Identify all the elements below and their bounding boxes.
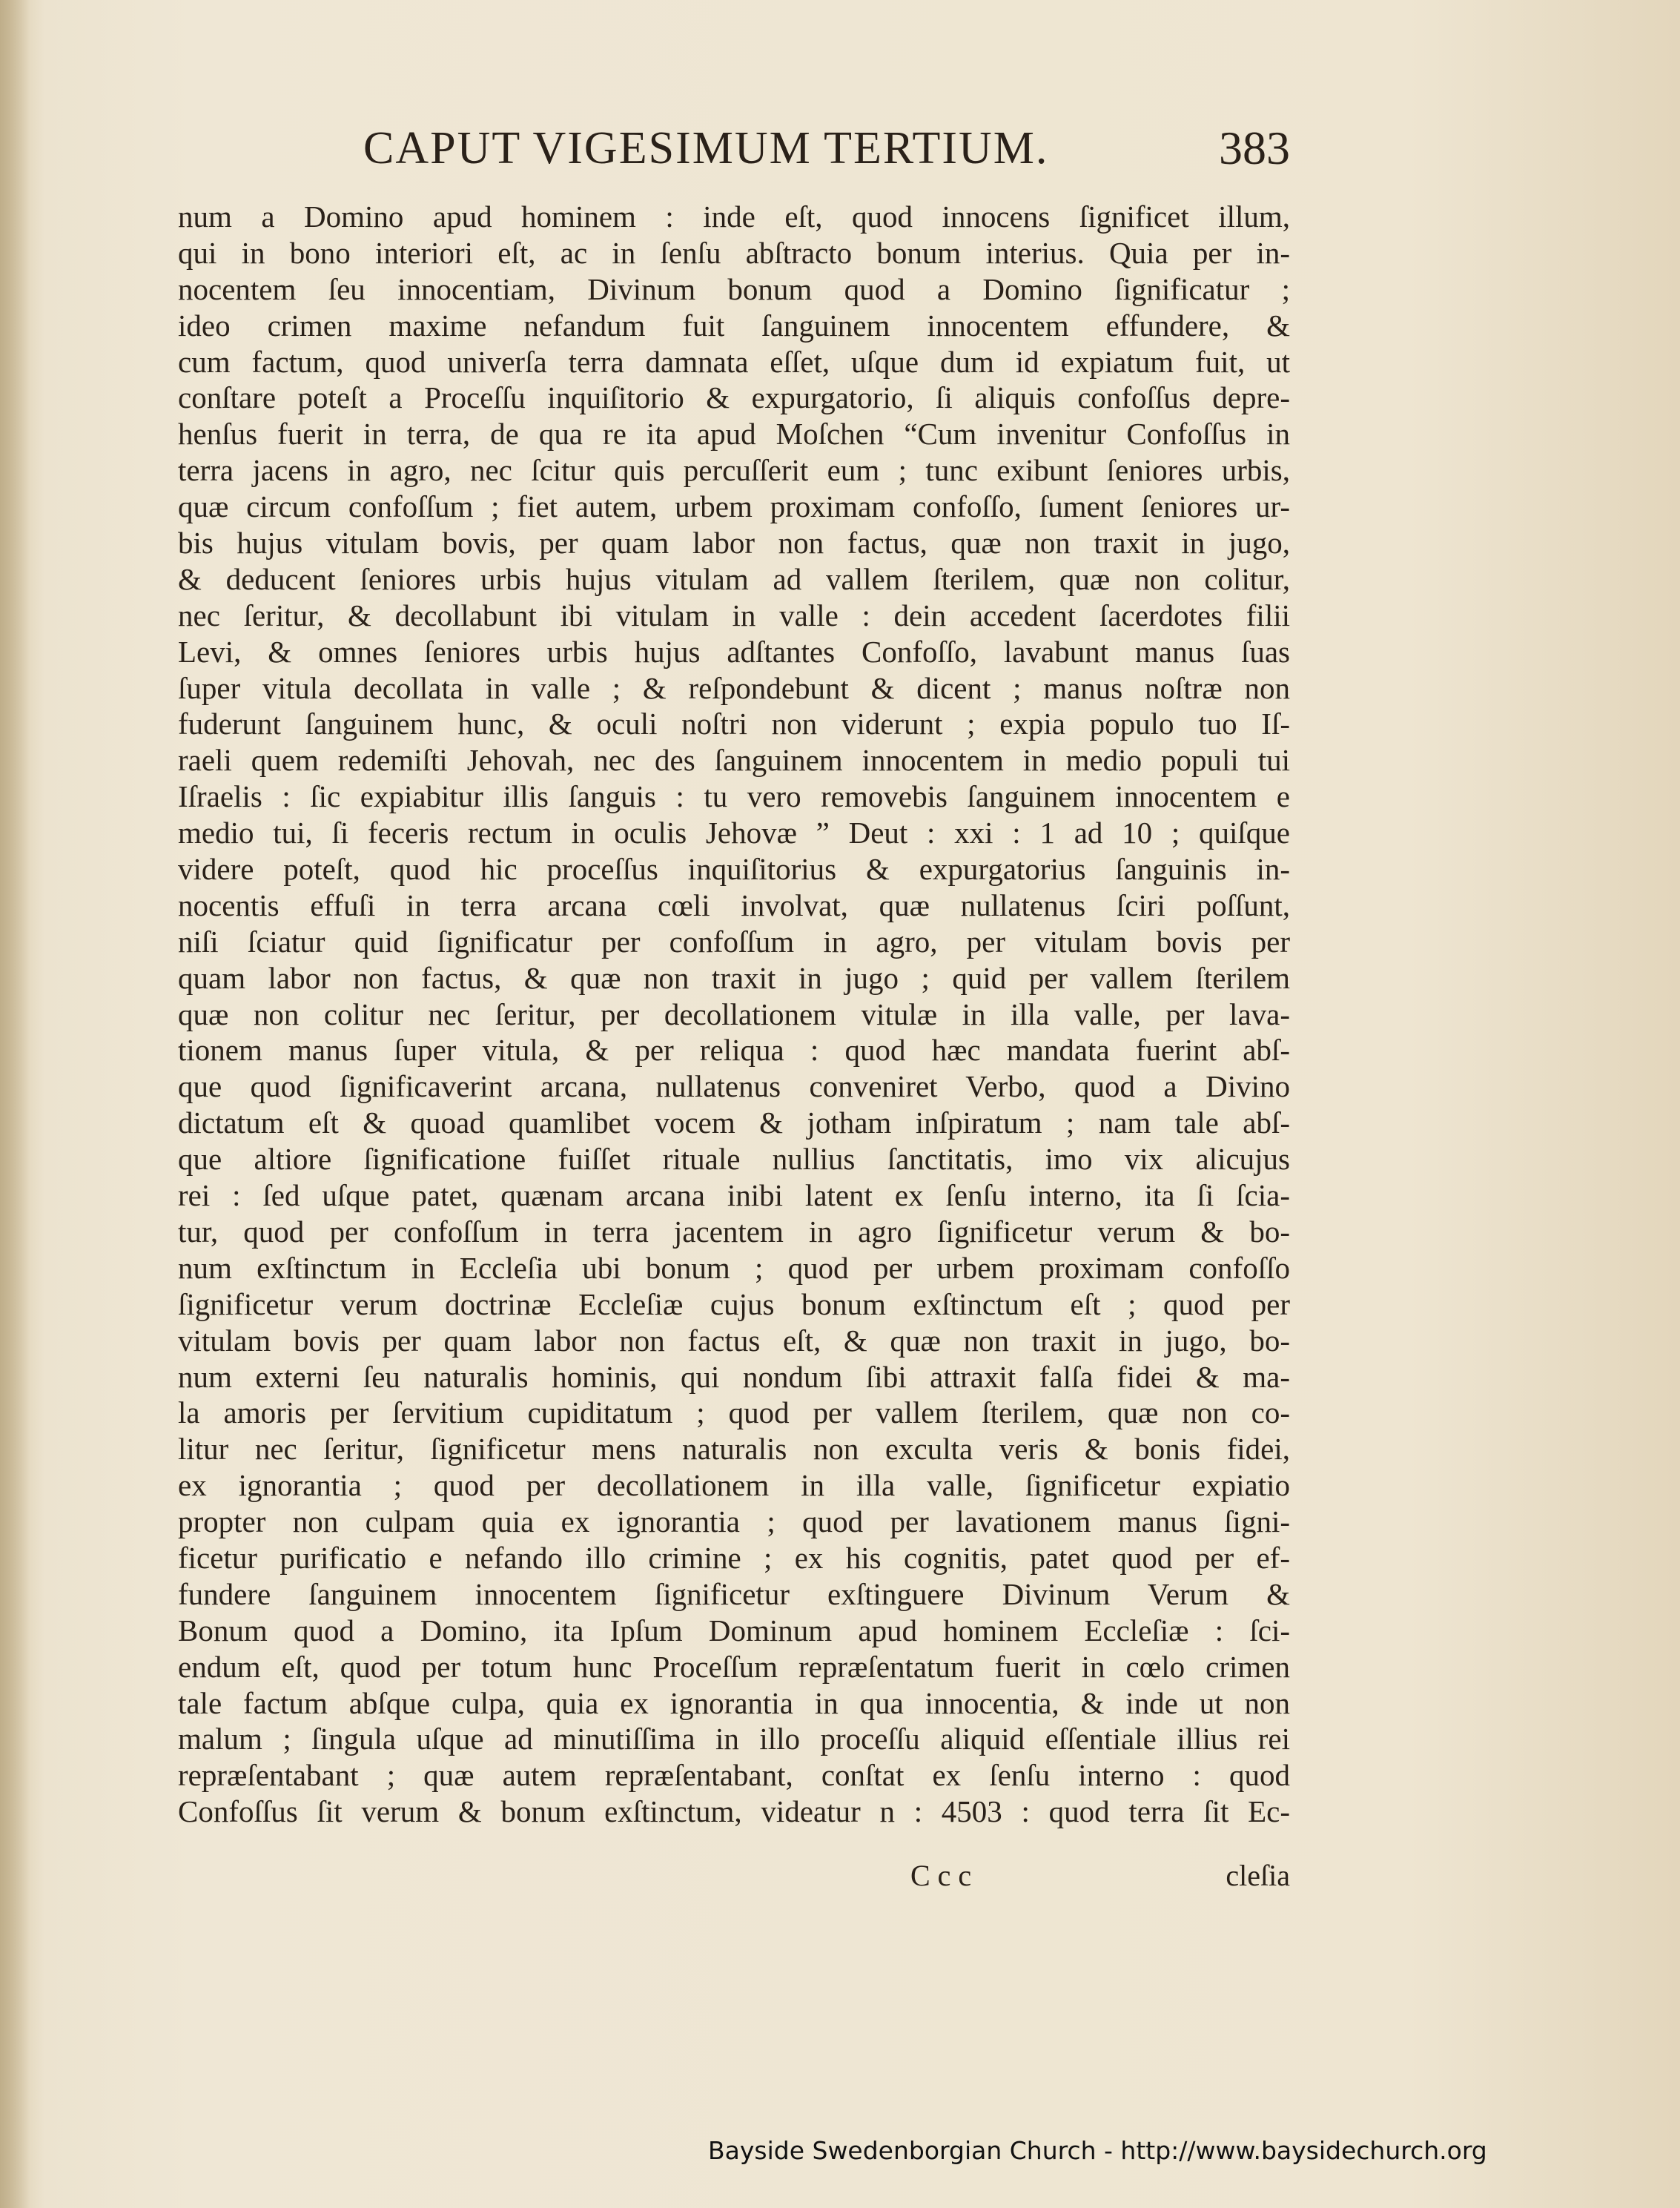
signature-mark: C c c [910,1859,972,1892]
page-binding-shadow [0,0,30,2208]
watermark-text: Bayside Swedenborgian Church - http://www.baysidechurch.org [708,2136,1487,2165]
text-line: ſignificetur verum doctrinæ Eccleſiæ cujus bonum exſtinctum eſt ; quod per [178,1286,1290,1321]
running-head-title: CAPUT VIGESIMUM TERTIUM. [363,123,1049,173]
text-line: Bonum quod a Domino, ita Ipſum Dominum apud hominem Eccleſiæ : ſci- [178,1613,1290,1647]
text-line: que altiore ſignificatione fuiſſet rituale nullius ſanctitatis, imo vix alicujus [178,1142,1290,1177]
text-line: videre poteſt, quod hic proceſſus inquiſitorius & expurgatorius ſanguinis in- [178,852,1290,887]
text-line: & deducent ſeniores urbis hujus vitulam ad vallem ſterilem, quæ non colitur, [178,561,1290,596]
text-line: fuderunt ſanguinem hunc, & oculi noſtri non viderunt ; expia populo tuo Iſ- [178,707,1290,741]
text-line: vitulam bovis per quam labor non factus eſt, & quæ non traxit in jugo, bo- [178,1323,1290,1358]
text-line: dictatum eſt & quoad quamlibet vocem & jotham inſpiratum ; nam tale abſ- [178,1105,1290,1140]
text-line: nec ſeritur, & decollabunt ibi vitulam in valle : dein accedent ſacerdotes filii [178,598,1290,632]
text-line: tale factum abſque culpa, quia ex ignorantia in qua innocentia, & inde ut non [178,1685,1290,1720]
text-line: num exſtinctum in Eccleſia ubi bonum ; quod per urbem proximam confoſſo [178,1250,1290,1285]
text-line: nocentem ſeu innocentiam, Divinum bonum quod a Domino ſignificatur ; [178,271,1290,306]
text-line: num externi ſeu naturalis hominis, qui nondum ſibi attraxit falſa fidei & ma- [178,1359,1290,1394]
text-line: ficetur purificatio e nefando illo crimine ; ex his cognitis, patet quod per ef- [178,1540,1290,1575]
text-line: litur nec ſeritur, ſignificetur mens naturalis non exculta veris & bonis fidei, [178,1432,1290,1467]
text-line: bis hujus vitulam bovis, per quam labor non factus, quæ non traxit in jugo, [178,526,1290,561]
text-line: quam labor non factus, & quæ non traxit in jugo ; quid per vallem ſterilem [178,960,1290,995]
text-line: rei : ſed uſque patet, quænam arcana inibi latent ex ſenſu interno, ita ſi ſcia- [178,1178,1290,1213]
text-line: malum ; ſingula uſque ad minutiſſima in illo proceſſu aliquid eſſentiale illius rei [178,1722,1290,1756]
text-line: ex ignorantia ; quod per decollationem in illa valle, ſignificetur expiatio [178,1468,1290,1503]
text-line: medio tui, ſi feceris rectum in oculis Jehovæ ” Deut : xxi : 1 ad 10 ; quiſque [178,816,1290,850]
text-line: num a Domino apud hominem : inde eſt, quod innocens ſignificet illum, [178,199,1290,234]
text-line: fundere ſanguinem innocentem ſignificetur exſtinguere Divinum Verum & [178,1576,1290,1611]
text-line: niſi ſciatur quid ſignificatur per confoſſum in agro, per vitulam bovis per [178,924,1290,959]
body-text [178,199,1290,1830]
text-line: propter non culpam quia ex ignorantia ; quod per lavationem manus ſigni- [178,1504,1290,1539]
text-line: tionem manus ſuper vitula, & per reliqua : quod hæc mandata fuerint abſ- [178,1033,1290,1068]
catchword: cleſia [1226,1859,1290,1892]
text-line: quæ non colitur nec ſeritur, per decollationem vitulæ in illa valle, per lava- [178,996,1290,1031]
text-line: Levi, & omnes ſeniores urbis hujus adſtantes Confoſſo, lavabunt manus ſuas [178,634,1290,669]
page-number: 383 [1219,122,1290,174]
text-line: conſtare poteſt a Proceſſu inquiſitorio & expurgatorio, ſi aliquis confoſſus depre- [178,380,1290,415]
text-line: raeli quem redemiſti Jehovah, nec des ſanguinem innocentem in medio populi tui [178,743,1290,778]
text-line: cum factum, quod univerſa terra damnata eſſet, uſque dum id expiatum fuit, ut [178,344,1290,379]
text-line: terra jacens in agro, nec ſcitur quis percuſſerit eum ; tunc exibunt ſeniores urbis, [178,453,1290,488]
text-line: ſuper vitula decollata in valle ; & reſpondebunt & dicent ; manus noſtræ non [178,670,1290,705]
text-line: henſus fuerit in terra, de qua re ita apud Moſchen “Cum invenitur Confoſſus in [178,417,1290,452]
footer-catchline [178,1857,1290,1894]
text-line: quæ circum confoſſum ; fiet autem, urbem proximam confoſſo, ſument ſeniores ur- [178,489,1290,524]
text-line: que quod ſignificaverint arcana, nullatenus conveniret Verbo, quod a Divino [178,1069,1290,1104]
text-line: repræſentabant ; quæ autem repræſentabant, conſtat ex ſenſu interno : quod [178,1758,1290,1793]
text-line: endum eſt, quod per totum hunc Proceſſum repræſentatum fuerit in cœlo crimen [178,1649,1290,1684]
text-line: ideo crimen maxime nefandum fuit ſanguinem innocentem effundere, & [178,308,1290,343]
text-line: qui in bono interiori eſt, ac in ſenſu abſtracto bonum interius. Quia per in- [178,235,1290,270]
text-line: Confoſſus ſit verum & bonum exſtinctum, videatur n : 4503 : quod terra ſit Ec- [178,1794,1290,1829]
text-line: Iſraelis : ſic expiabitur illis ſanguis : tu vero removebis ſanguinem innocentem e [178,779,1290,814]
text-line: la amoris per ſervitium cupiditatum ; quod per vallem ſterilem, quæ non co- [178,1395,1290,1430]
text-line: nocentis effuſi in terra arcana cœli involvat, quæ nullatenus ſciri poſſunt, [178,888,1290,922]
text-line: tur, quod per confoſſum in terra jacentem in agro ſignificetur verum & bo- [178,1214,1290,1249]
